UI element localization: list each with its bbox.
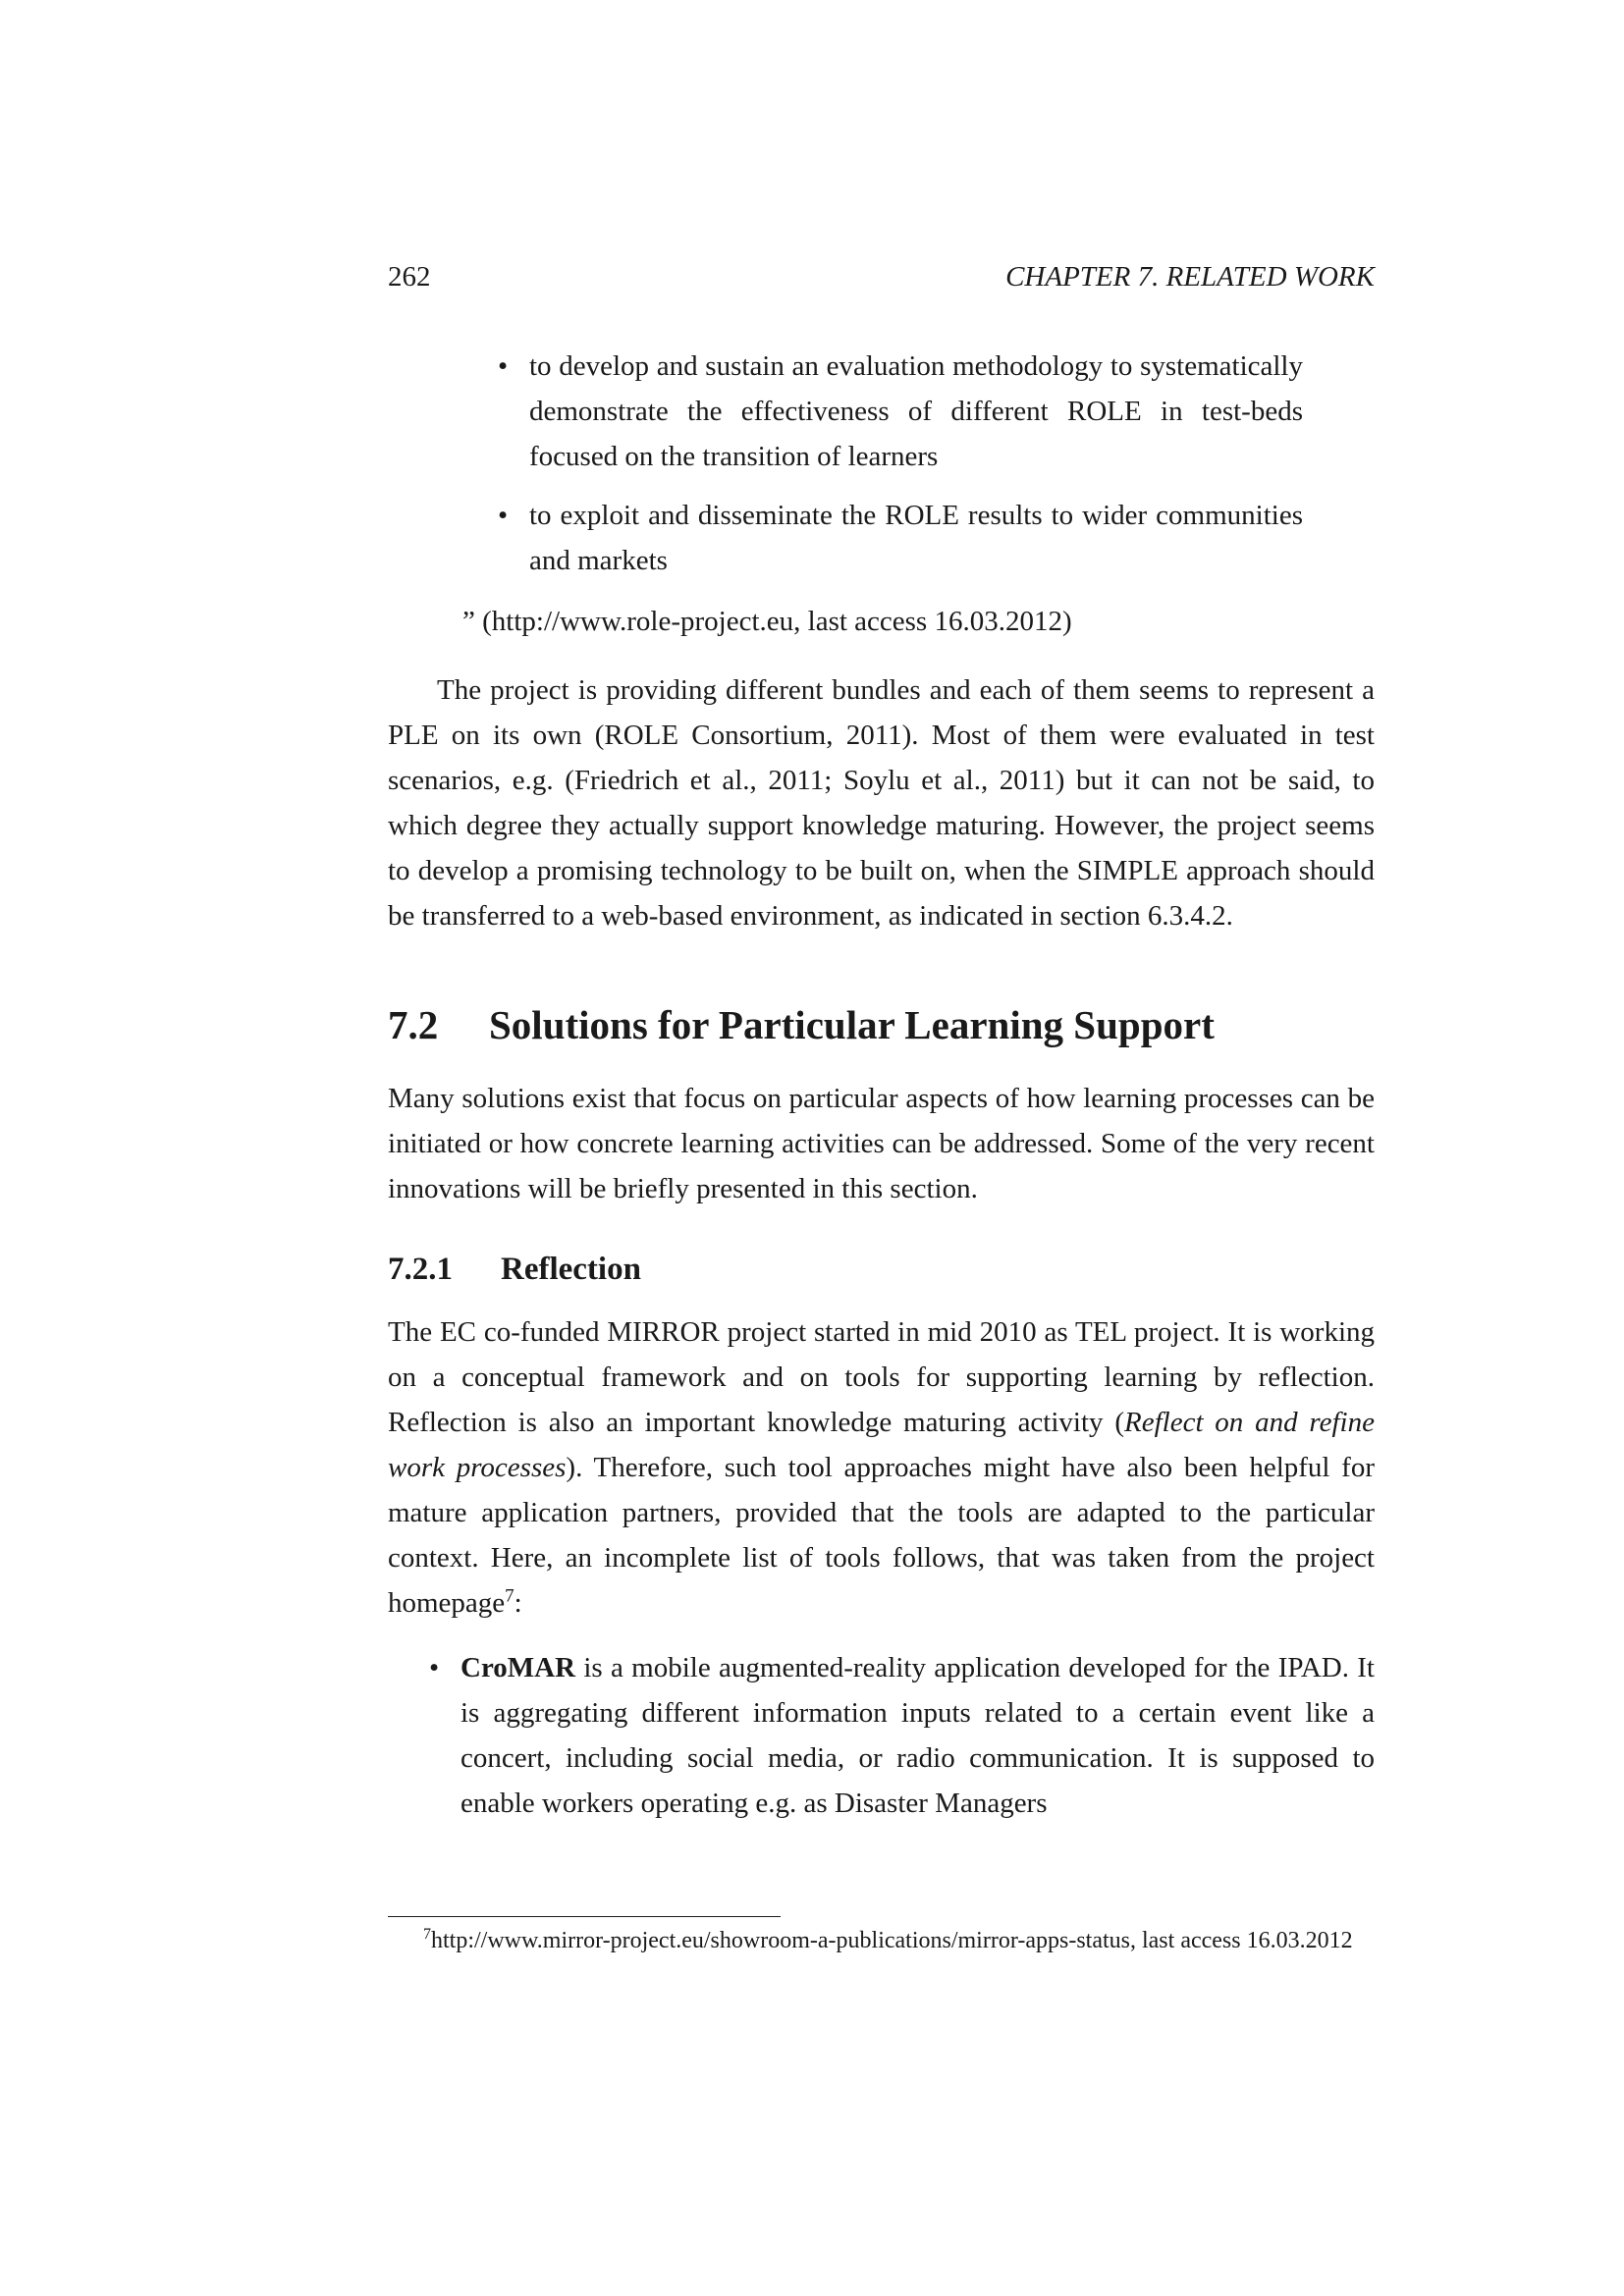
subsection-number: 7.2.1 [388,1252,453,1287]
list-item [498,493,1303,583]
list-item-text: to develop and sustain an evaluation methodology to systematically demonstrate the effectiveness of different ROLE in test-beds focused on the transition of learners [529,350,1303,472]
tool-name: CroMAR [460,1652,576,1683]
reflection-text-part3: : [514,1587,522,1619]
list-item [429,1645,1375,1826]
subsection-title: Reflection [501,1252,641,1287]
list-item [498,344,1303,479]
bullet-icon: • [498,500,509,531]
reflection-emphasis: Reflect on and refine work processes [388,1407,1375,1483]
footnote-text: http://www.mirror-project.eu/showroom-a-publications/mirror-apps-status, last access 16.03.2012 [431,1928,1353,1953]
section-heading [388,997,1375,1052]
list-item-text: to exploit and disseminate the ROLE results to wider communities and markets [529,500,1303,576]
footnote-rule [388,1916,781,1917]
page-number: 262 [388,261,431,293]
section-number: 7.2 [388,1002,439,1047]
quote-source: ” (http://www.role-project.eu, last access 16.03.2012) [462,606,1072,637]
tool-description: is a mobile augmented-reality application developed for the IPAD. It is aggregating different information inputs related to a certain event like a concert, including social media, or radio communication. It is supposed to enable workers operating e.g. as Disaster Managers [460,1652,1375,1819]
bullet-icon: • [429,1652,440,1683]
page-body [388,344,1375,1826]
bullet-icon: • [498,350,509,382]
footnote-marker[interactable]: 7 [505,1585,514,1607]
footnote-area [388,1916,1375,1957]
subsection-heading [388,1247,1375,1292]
reflection-text-part2: ). Therefore, such tool approaches might have also been helpful for mature application partners, provided that the tools are adapted to the particular context. Here, an incomplete list of tools follows, that was taken from the project homepage [388,1452,1376,1619]
paragraph-project: The project is providing different bundles and each of them seems to represent a PLE on its own (ROLE Consortium, 2011). Most of them were evaluated in test scenarios, e.g. (Friedrich et al., 2011; Soylu et al., 2011) but it can not be said, to which degree they actually support knowledge maturing. However, the project seems to develop a promising technology to be built on, when the SIMPLE approach should be transferred to a web-based environment, as indicated in section 6.3.4.2. [388,674,1375,932]
paragraph-reflection [388,1309,1375,1626]
reflection-text-part1: The EC co-funded MIRROR project started in mid 2010 as TEL project. It is working on a conceptual framework and on tools for supporting learning by reflection. Reflection is also an important knowledge maturing activity ( [388,1316,1375,1438]
quote-bullet-list [498,344,1303,583]
chapter-title: CHAPTER 7. RELATED WORK [1005,261,1375,293]
footnote-mark: 7 [423,1926,431,1943]
footnote [388,1925,1375,1957]
tool-bullet-list [429,1645,1375,1826]
section-title: Solutions for Particular Learning Support [489,1002,1215,1047]
running-header [388,257,1375,296]
paragraph-section-intro: Many solutions exist that focus on particular aspects of how learning processes can be initiated or how concrete learning activities can be addressed. Some of the very recent innovations will be briefly presented in this section. [388,1083,1375,1204]
